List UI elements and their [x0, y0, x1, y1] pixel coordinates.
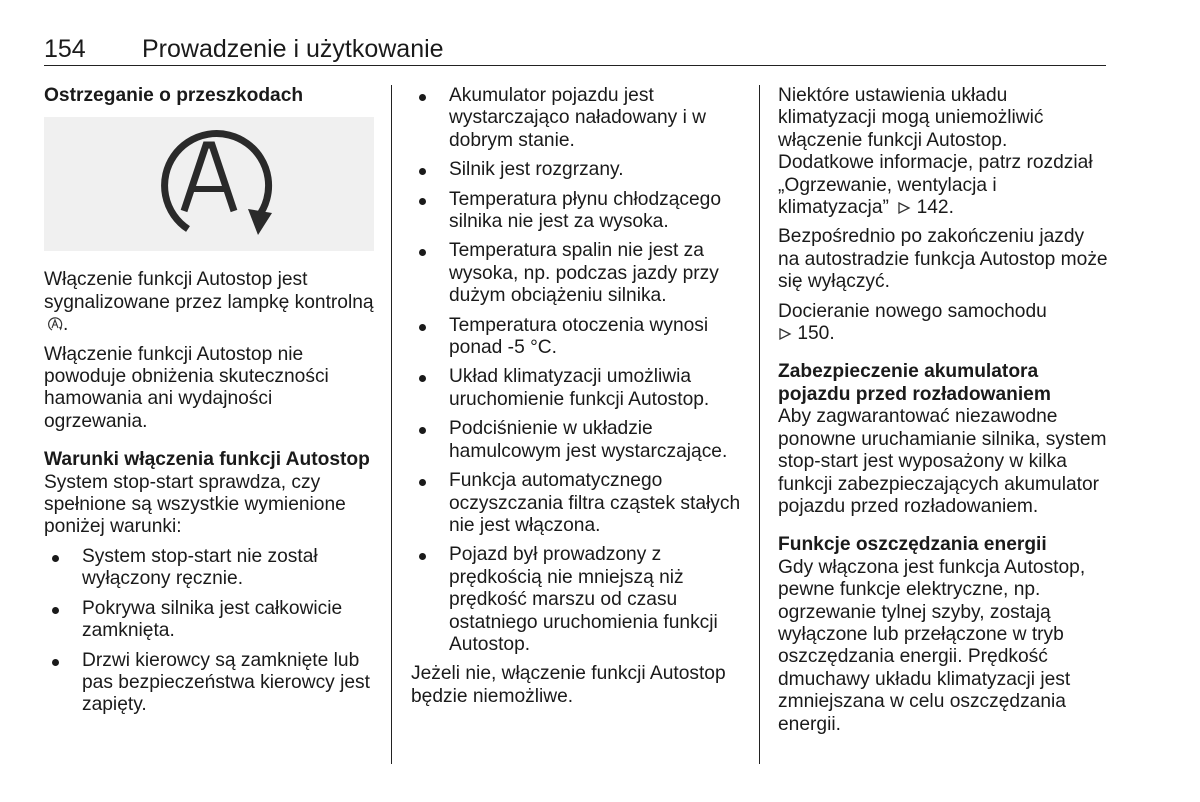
break-in-text: Docieranie nowego samochodu — [778, 300, 1047, 322]
bullet-icon — [419, 427, 426, 434]
section-heading-conditions: Warunki włączenia funkcji Autostop — [44, 449, 370, 471]
paragraph-break-in — [778, 301, 1108, 346]
paragraph-climate — [778, 85, 1108, 219]
column-divider-2 — [759, 85, 760, 764]
list-item: Pojazd był prowadzony z prędkością nie mniejszą niż prędkość marszu od czasu ostatniego uruchomienia funkcji Autostop. — [411, 544, 746, 656]
list-item: Drzwi kierowcy są zamknięte lub pas bezpieczeństwa kierowcy jest zapięty. — [44, 650, 374, 717]
reference-arrow-icon — [897, 201, 911, 215]
column-divider-1 — [391, 85, 392, 764]
bullet-icon — [419, 324, 426, 331]
list-item: Temperatura spalin nie jest za wysoka, np. podczas jazdy przy dużym obciążeniu silnika. — [411, 240, 746, 307]
climate-page-ref: 142. — [916, 197, 954, 219]
indicator-text: Włączenie funkcji Autostop jest sygnalizowane przez lampkę kontrolną — [44, 269, 374, 313]
break-in-page-ref: 150. — [797, 323, 835, 345]
indicator-text-end: . — [63, 314, 69, 336]
paragraph-indicator — [44, 269, 374, 336]
list-item: Podciśnienie w układzie hamulcowym jest wystarczające. — [411, 418, 746, 463]
page-number: 154 — [44, 35, 86, 63]
section-heading-battery: Zabezpieczenie akumulatora pojazdu przed rozładowaniem — [778, 361, 1051, 405]
paragraph-energy: Gdy włączona jest funkcja Autostop, pewne funkcje elektryczne, np. ogrzewanie tylnej szyby, zostają wyłączone lub przełączone w tryb oszczędzania energii. Prędkość dmuchawy układu klimatyzacji jest zmniejszana w celu oszczędzania energii. — [778, 556, 1086, 735]
conditions-list-1 — [44, 546, 374, 717]
autostop-icon — [140, 123, 280, 245]
reference-arrow-icon — [778, 327, 792, 341]
autostop-illustration — [44, 117, 374, 251]
bullet-icon — [419, 375, 426, 382]
page-header — [44, 34, 444, 64]
bullet-icon — [419, 198, 426, 205]
list-item: Silnik jest rozgrzany. — [411, 159, 746, 181]
autostop-icon-inline — [47, 316, 63, 332]
header-rule — [44, 65, 1106, 66]
paragraph-battery: Aby zagwarantować niezawodne ponowne uruchamianie silnika, system stop-start jest wyposażony w kilka funkcji zabezpieczających akumulator pojazdu przed rozładowaniem. — [778, 406, 1107, 517]
list-item: Funkcja automatycznego oczyszczania filtra cząstek stałych nie jest włączona. — [411, 470, 746, 537]
paragraph-braking: Włączenie funkcji Autostop nie powoduje obniżenia skuteczności hamowania ani wydajności ogrzewania. — [44, 343, 329, 432]
bullet-icon — [52, 607, 59, 614]
bullet-icon — [419, 94, 426, 101]
paragraph-otherwise: Jeżeli nie, włączenie funkcji Autostop będzie niemożliwe. — [411, 663, 726, 707]
section-heading-obstacle: Ostrzeganie o przeszkodach — [44, 85, 304, 106]
bullet-icon — [419, 553, 426, 560]
bullet-icon — [419, 249, 426, 256]
paragraph-check: System stop-start sprawdza, czy spełnione są wszystkie wymienione poniżej warunki: — [44, 471, 346, 538]
bullet-icon — [419, 168, 426, 175]
climate-text: Niektóre ustawienia układu klimatyzacji mogą uniemożliwić włączenie funkcji Autostop. Dodatkowe informacje, patrz rozdział „Ogrzewanie, wentylacja i klimatyzacja” — [778, 85, 1093, 219]
column-1 — [44, 85, 374, 724]
list-item: Układ klimatyzacji umożliwia uruchomienie funkcji Autostop. — [411, 366, 746, 411]
bullet-icon — [419, 479, 426, 486]
list-item: Akumulator pojazdu jest wystarczająco naładowany i w dobrym stanie. — [411, 85, 746, 152]
conditions-list-2 — [411, 85, 746, 656]
column-3 — [778, 85, 1108, 743]
paragraph-highway: Bezpośrednio po zakończeniu jazdy na autostradzie funkcja Autostop może się wyłączyć. — [778, 226, 1108, 293]
list-item: Temperatura otoczenia wynosi ponad -5 °C. — [411, 315, 746, 360]
list-item: Temperatura płynu chłodzącego silnika nie jest za wysoka. — [411, 189, 746, 234]
list-item: System stop-start nie został wyłączony ręcznie. — [44, 546, 374, 591]
bullet-icon — [52, 555, 59, 562]
bullet-icon — [52, 659, 59, 666]
list-item: Pokrywa silnika jest całkowicie zamknięta. — [44, 598, 374, 643]
column-2 — [411, 85, 746, 715]
page-title: Prowadzenie i użytkowanie — [142, 35, 444, 63]
section-heading-energy: Funkcje oszczędzania energii — [778, 534, 1047, 556]
